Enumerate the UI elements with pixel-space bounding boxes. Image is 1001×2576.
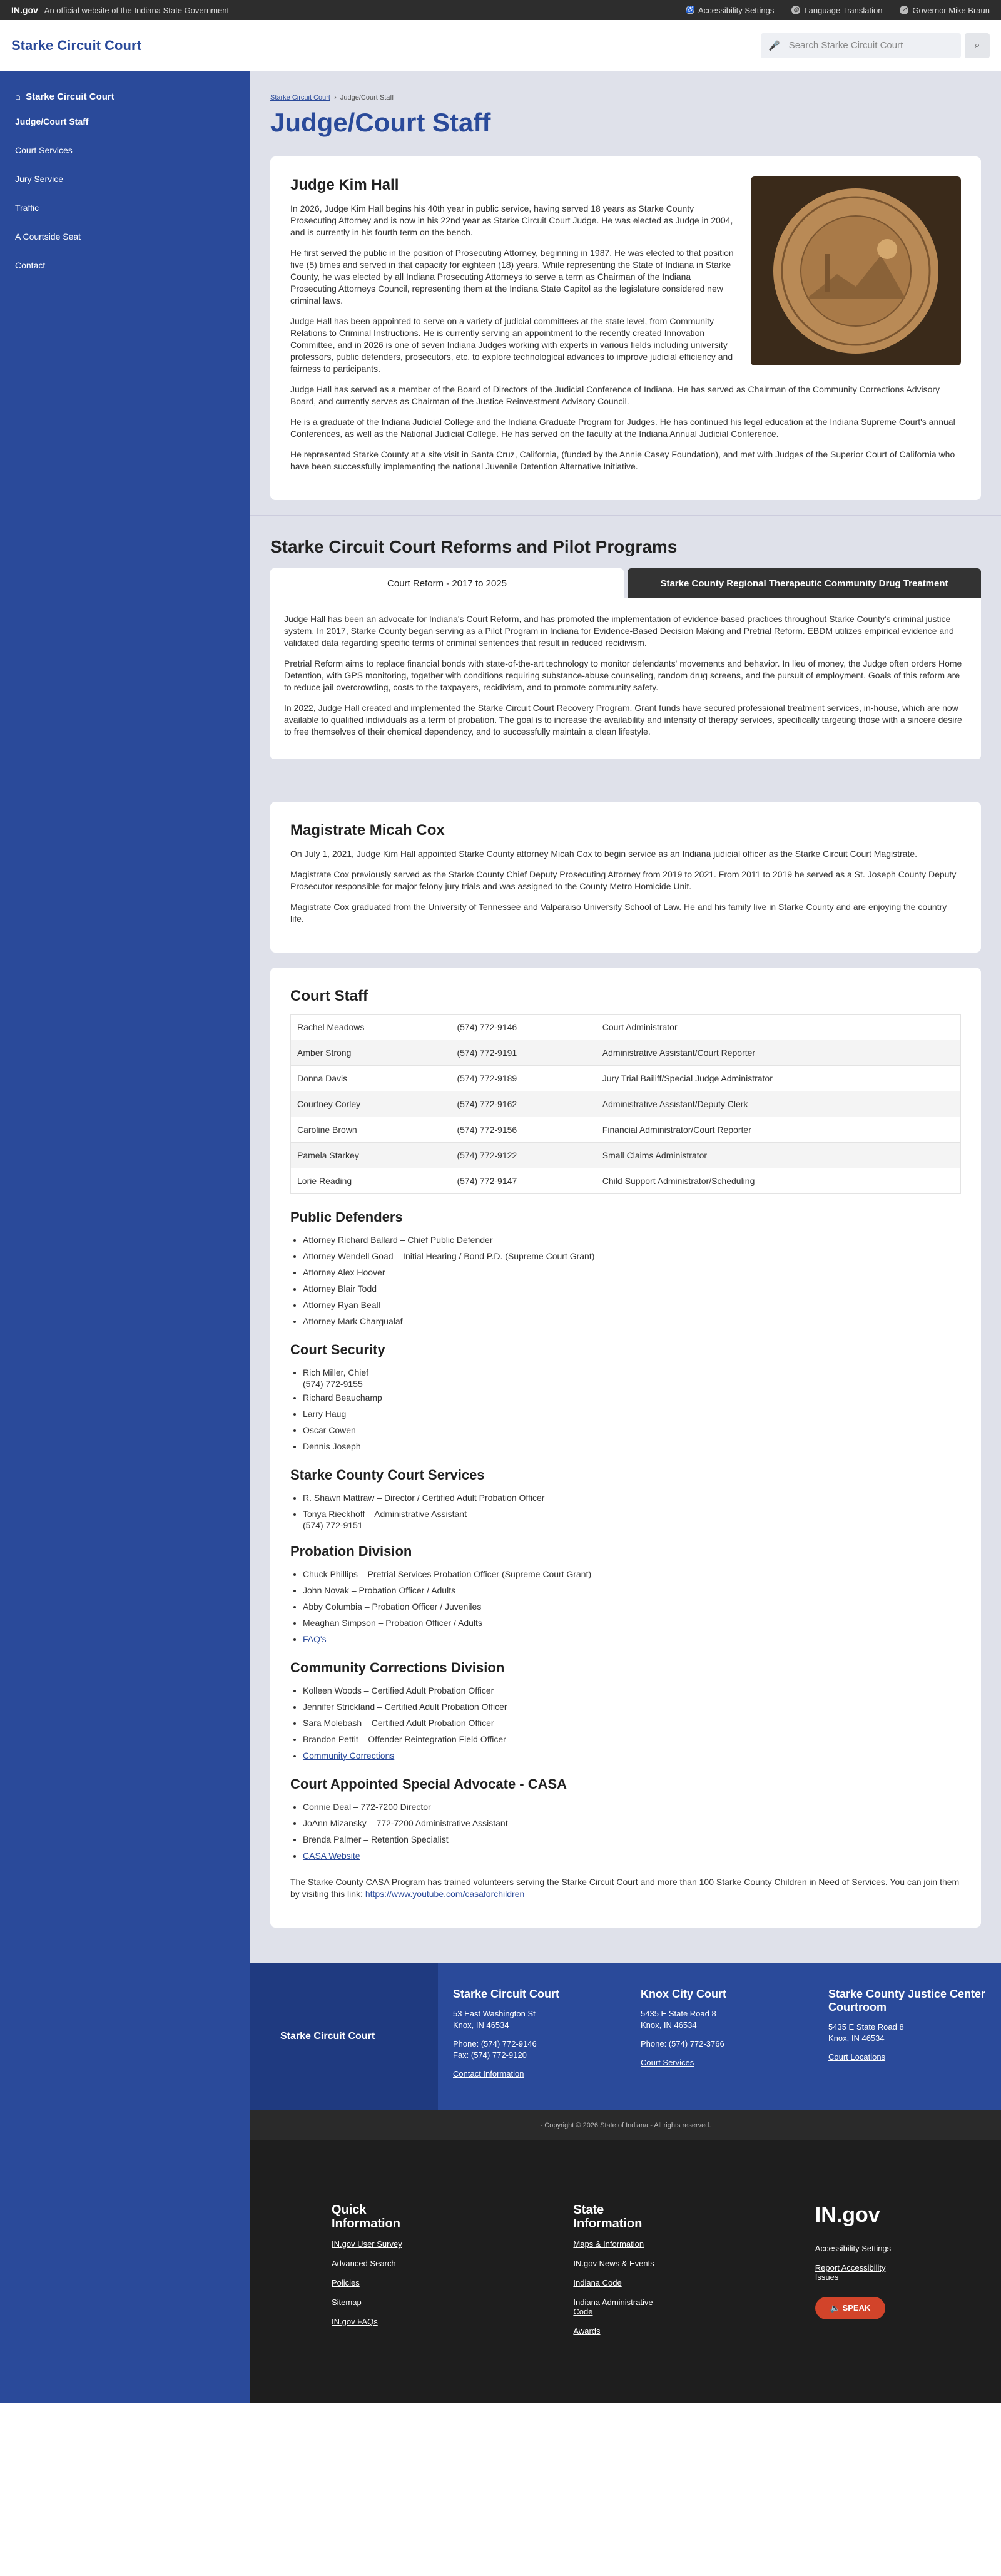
faqs-link[interactable]: FAQ's bbox=[303, 1634, 327, 1644]
speak-button[interactable]: 🔈 SPEAK bbox=[815, 2297, 886, 2319]
court-staff-heading: Court Staff bbox=[290, 988, 368, 1004]
footer-address: 5435 E State Road 8 Knox, IN 46534 bbox=[828, 2022, 904, 2043]
sidebar-item-courtside-seat[interactable]: A Courtside Seat bbox=[15, 232, 81, 242]
search-button[interactable] bbox=[965, 33, 990, 58]
staff-role: Court Administrator bbox=[596, 1015, 960, 1040]
list-item: • Attorney Blair Todd bbox=[303, 1280, 961, 1297]
magistrate-heading: Magistrate Micah Cox bbox=[290, 822, 445, 839]
footer-brand: Starke Circuit Court bbox=[250, 1963, 438, 2110]
footer-link[interactable]: Indiana Code bbox=[573, 2278, 622, 2287]
sidebar-item-traffic[interactable]: Traffic bbox=[15, 203, 39, 213]
footer-heading: State Information bbox=[573, 2203, 643, 2231]
court-services-link[interactable]: Court Services bbox=[641, 2058, 694, 2067]
public-defenders-heading: Public Defenders bbox=[290, 1209, 403, 1225]
reforms-tabs bbox=[270, 568, 981, 598]
judge-paragraph: He first served the public in the position of Prosecuting Attorney, beginning in 1987. He was elected to that position five (5) times and served in that capacity for eighteen (18) years. While representing the State of Indiana in Starke County, he was elected by all Indiana Prosecuting Attorneys to serve a term as Chairman of the Indiana Prosecuting Attorneys Council, representing them at the Indiana State Capitol as the legislature considered new criminal laws. bbox=[290, 248, 734, 305]
page-title: Judge/Court Staff bbox=[270, 108, 491, 137]
footer-col-title: Starke County Justice Center Courtroom bbox=[828, 1988, 986, 2013]
speaker-icon: 🔈 bbox=[830, 2303, 843, 2313]
casa-youtube-link[interactable]: https://www.youtube.com/casaforchildren bbox=[365, 1889, 525, 1899]
court-services-list bbox=[303, 1490, 961, 1531]
breadcrumb-home-link[interactable]: Starke Circuit Court bbox=[270, 94, 330, 101]
staff-name: Caroline Brown bbox=[291, 1117, 450, 1143]
reform-paragraph: Pretrial Reform aims to replace financial bonds with state-of-the-art technology to monitor defendants' movements and behavior. In lieu of money, the Judge often orders Home Detention, with GPS monitoring, together with conditions requiring substance-abuse counseling, random drug screens, and the pursuit of employment. Goals of this reform are to reduce jail overcrowding, costs to the taxpayers, recidivism, and to promote community safety. bbox=[284, 658, 962, 692]
judge-paragraph: He represented Starke County at a site visit in Santa Cruz, California, (funded by the Annie Casey Foundation), and met with Judges of the Superior Court of California who have been successfully implementing the national Juvenile Detention Alternative Initiative. bbox=[290, 449, 955, 471]
judge-paragraph: Judge Hall has served as a member of the Board of Directors of the Judicial Conference of Indiana. He has served as Chairman of the Community Corrections Advisory Board, and currently serves as Chairman of the Justice Reinvestment Advisory Council. bbox=[290, 384, 940, 406]
staff-role: Administrative Assistant/Deputy Clerk bbox=[596, 1091, 960, 1117]
report-accessibility-link[interactable]: Report Accessibility Issues bbox=[815, 2263, 886, 2282]
footer-link[interactable]: Indiana Administrative Code bbox=[573, 2297, 653, 2316]
magistrate-paragraph: On July 1, 2021, Judge Kim Hall appointed Starke County attorney Micah Cox to begin service as an Indiana judicial officer as the Starke Circuit Court Magistrate. bbox=[290, 849, 918, 859]
staff-phone: (574) 772-9146 bbox=[450, 1015, 596, 1040]
footer-link[interactable]: Policies bbox=[332, 2278, 360, 2287]
mic-icon[interactable]: 🎤 bbox=[768, 40, 780, 51]
staff-role: Child Support Administrator/Scheduling bbox=[596, 1168, 960, 1194]
list-item: • Attorney Richard Ballard – Chief Public Defender bbox=[303, 1232, 961, 1248]
magistrate-card bbox=[270, 802, 981, 953]
footer-link[interactable]: IN.gov News & Events bbox=[573, 2259, 654, 2268]
indiana-state-seal-image bbox=[751, 176, 961, 365]
sidebar-home[interactable]: ⌂ Starke Circuit Court bbox=[15, 91, 114, 102]
tab-drug-treatment[interactable]: Starke County Regional Therapeutic Community Drug Treatment bbox=[628, 568, 981, 598]
staff-phone: (574) 772-9189 bbox=[450, 1066, 596, 1091]
casa-note: The Starke County CASA Program has trained volunteers serving the Starke Circuit Court and more than 100 Starke County Children in Need of Services. You can join them by visiting this link: https://www.youtube.com/casaforchildren bbox=[290, 1877, 960, 1899]
list-item: • Attorney Wendell Goad – Initial Hearing / Bond P.D. (Supreme Court Grant) bbox=[303, 1248, 961, 1264]
list-item: • John Novak – Probation Officer / Adults bbox=[303, 1582, 961, 1598]
casa-heading: Court Appointed Special Advocate - CASA bbox=[290, 1776, 567, 1792]
staff-phone: (574) 772-9147 bbox=[450, 1168, 596, 1194]
governor-link[interactable]: ↗ Governor Mike Braun bbox=[900, 6, 990, 15]
globe-icon: ◍ bbox=[791, 6, 800, 14]
footer-link[interactable]: IN.gov User Survey bbox=[332, 2239, 402, 2249]
casa-website-link[interactable]: CASA Website bbox=[303, 1851, 360, 1861]
staff-phone: (574) 772-9162 bbox=[450, 1091, 596, 1117]
list-item: • Dennis Joseph bbox=[303, 1438, 961, 1454]
staff-phone: (574) 772-9156 bbox=[450, 1117, 596, 1143]
list-item: • Meaghan Simpson – Probation Officer / Adults bbox=[303, 1615, 961, 1631]
list-item: • Connie Deal – 772-7200 Director bbox=[303, 1799, 961, 1815]
footer-link[interactable]: Sitemap bbox=[332, 2297, 362, 2307]
accessibility-icon: ♿ bbox=[686, 6, 694, 13]
official-banner bbox=[0, 0, 1001, 20]
community-corrections-list bbox=[303, 1682, 961, 1764]
footer-phone: Phone: (574) 772-9146 Fax: (574) 772-9120 bbox=[453, 2039, 537, 2060]
judge-paragraph: In 2026, Judge Kim Hall begins his 40th year in public service, having served 18 years as Starke County Prosecuting Attorney and is now in his 22nd year as Starke Circuit Court Judge. He was elected as Judge in 2004, and is currently in his fourth term on the bench. bbox=[290, 203, 733, 237]
footer-col-title: Starke Circuit Court bbox=[453, 1988, 560, 2000]
home-icon: ⌂ bbox=[15, 91, 21, 102]
table-row bbox=[291, 1091, 961, 1117]
staff-role: Small Claims Administrator bbox=[596, 1143, 960, 1168]
list-item: • JoAnn Mizansky – 772-7200 Administrative Assistant bbox=[303, 1815, 961, 1831]
staff-phone: (574) 772-9122 bbox=[450, 1143, 596, 1168]
ingov-footer-block bbox=[815, 2203, 1001, 2403]
ingov-logo[interactable]: IN.gov bbox=[11, 5, 38, 15]
table-row bbox=[291, 1066, 961, 1091]
judge-card bbox=[270, 156, 981, 500]
list-item bbox=[303, 1747, 961, 1764]
seal-icon bbox=[762, 180, 950, 362]
public-defenders-list bbox=[303, 1232, 961, 1329]
footer-phone: Phone: (574) 772-3766 bbox=[641, 2039, 724, 2048]
search-icon: ⌕ bbox=[974, 39, 980, 51]
sidebar-item-contact[interactable]: Contact bbox=[15, 260, 46, 270]
staff-phone: (574) 772-9191 bbox=[450, 1040, 596, 1066]
list-item: • Rich Miller, Chief (574) 772-9155 bbox=[303, 1364, 961, 1389]
reforms-section bbox=[250, 515, 1001, 780]
staff-name: Amber Strong bbox=[291, 1040, 450, 1066]
staff-role: Administrative Assistant/Court Reporter bbox=[596, 1040, 960, 1066]
site-header bbox=[0, 20, 1001, 71]
list-item: • Kolleen Woods – Certified Adult Probation Officer bbox=[303, 1682, 961, 1699]
sidebar-item-judge-court-staff[interactable]: Judge/Court Staff bbox=[15, 116, 89, 126]
reforms-heading: Starke Circuit Court Reforms and Pilot Programs bbox=[270, 537, 678, 556]
staff-name: Rachel Meadows bbox=[291, 1015, 450, 1040]
table-row bbox=[291, 1168, 961, 1194]
tab-court-reform[interactable]: Court Reform - 2017 to 2025 bbox=[270, 568, 624, 598]
table-row bbox=[291, 1143, 961, 1168]
table-row bbox=[291, 1040, 961, 1066]
staff-role: Jury Trial Bailiff/Special Judge Administrator bbox=[596, 1066, 960, 1091]
state-footer bbox=[250, 2140, 1001, 2403]
accessibility-settings-link[interactable]: Accessibility Settings bbox=[815, 2244, 892, 2253]
footer-col-title: Knox City Court bbox=[641, 1988, 726, 2000]
sidebar bbox=[0, 71, 250, 2403]
list-item bbox=[303, 1848, 961, 1864]
footer-col-knox bbox=[626, 1963, 813, 2110]
court-security-list bbox=[303, 1364, 961, 1454]
reform-paragraph: In 2022, Judge Hall created and implemented the Starke Circuit Court Recovery Program. Grant funds have secured professional treatment services, in-house, which are now available to qualified individuals as a term of probation. The goal is to increase the availability and intensity of therapy services, specifically targeting those with a sincere desire to free themselves of their chemical dependency, and to successfully maintain a clean lifestyle. bbox=[284, 703, 962, 737]
magistrate-paragraph: Magistrate Cox previously served as the Starke County Chief Deputy Prosecuting Attorney from 2019 to 2021. From 2011 to 2019 he served as a St. Joseph County Deputy Prosecutor responsible for major felony jury trials and was assigned to the County Metro Homicide Unit. bbox=[290, 869, 957, 891]
casa-list bbox=[303, 1799, 961, 1864]
list-item: • Richard Beauchamp bbox=[303, 1389, 961, 1406]
list-item: • Attorney Mark Chargualaf bbox=[303, 1313, 961, 1329]
staff-name: Donna Davis bbox=[291, 1066, 450, 1091]
court-footer bbox=[250, 1963, 1001, 2110]
footer-col-justice-center bbox=[813, 1963, 1001, 2110]
list-item: • Jennifer Strickland – Certified Adult Probation Officer bbox=[303, 1699, 961, 1715]
state-information bbox=[573, 2203, 815, 2403]
list-item: • Sara Molebash – Certified Adult Probation Officer bbox=[303, 1715, 961, 1731]
copyright: · Copyright © 2026 State of Indiana - All rights reserved. bbox=[250, 2110, 1001, 2140]
judge-paragraph: He is a graduate of the Indiana Judicial College and the Indiana Graduate Program for Judges. He has continued his legal education at the Indiana Supreme Court's annual Conferences, as well as the National Judicial College. He has served on the faculty at the Indiana Annual Judicial Conference. bbox=[290, 417, 955, 439]
staff-card bbox=[270, 968, 981, 1928]
list-item: • R. Shawn Mattraw – Director / Certified Adult Probation Officer bbox=[303, 1490, 961, 1506]
quick-information bbox=[332, 2203, 573, 2403]
footer-address: 53 East Washington St Knox, IN 46534 bbox=[453, 2009, 536, 2030]
footer-heading: Quick Information bbox=[332, 2203, 400, 2231]
list-item: • Tonya Rieckhoff – Administrative Assistant (574) 772-9151 bbox=[303, 1506, 961, 1531]
list-item: • Larry Haug bbox=[303, 1406, 961, 1422]
staff-name: Lorie Reading bbox=[291, 1168, 450, 1194]
official-text: An official website of the Indiana State Government bbox=[44, 5, 230, 15]
breadcrumb-current: Judge/Court Staff bbox=[340, 94, 394, 101]
list-item: • Oscar Cowen bbox=[303, 1422, 961, 1438]
sidebar-item-jury-service[interactable]: Jury Service bbox=[15, 174, 64, 184]
court-security-heading: Court Security bbox=[290, 1342, 385, 1357]
footer-address: 5435 E State Road 8 Knox, IN 46534 bbox=[641, 2009, 716, 2030]
judge-heading: Judge Kim Hall bbox=[290, 176, 399, 193]
court-staff-table bbox=[290, 1014, 961, 1194]
list-item: • Abby Columbia – Probation Officer / Juveniles bbox=[303, 1598, 961, 1615]
staff-role: Financial Administrator/Court Reporter bbox=[596, 1117, 960, 1143]
site-title[interactable]: Starke Circuit Court bbox=[11, 37, 141, 53]
magistrate-paragraph: Magistrate Cox graduated from the University of Tennessee and Valparaiso University School of Law. He and his family live in Starke County and are enjoying the country life. bbox=[290, 902, 947, 924]
footer-link[interactable]: Awards bbox=[573, 2326, 601, 2336]
court-locations-link[interactable]: Court Locations bbox=[828, 2052, 886, 2062]
footer-col-starke bbox=[438, 1963, 626, 2110]
reform-paragraph: Judge Hall has been an advocate for Indiana's Court Reform, and has promoted the implementation of evidence-based practices throughout Starke County's criminal justice system. In 2017, Starke County began serving as a Pilot Program in Indiana for Evidence-Based Decision Making and Pretrial Reform. EBDM utilizes empirical evidence and validated data regarding specific terms of criminal sentences that result in reduced recidivism. bbox=[284, 614, 954, 648]
language-translation-link[interactable]: ◍ Language Translation bbox=[791, 6, 882, 15]
probation-heading: Probation Division bbox=[290, 1543, 412, 1559]
search-form bbox=[761, 33, 990, 58]
accessibility-settings-link[interactable]: ♿ Accessibility Settings bbox=[686, 5, 775, 15]
staff-name: Courtney Corley bbox=[291, 1091, 450, 1117]
footer-link[interactable]: Advanced Search bbox=[332, 2259, 396, 2268]
search-input[interactable]: 🎤 Search Starke Circuit Court bbox=[761, 33, 961, 58]
list-item bbox=[303, 1631, 961, 1647]
community-corrections-heading: Community Corrections Division bbox=[290, 1660, 505, 1675]
table-row bbox=[291, 1015, 961, 1040]
tab-panel-court-reform bbox=[270, 598, 981, 759]
list-item: • Brandon Pettit – Offender Reintegration Field Officer bbox=[303, 1731, 961, 1747]
main-content bbox=[250, 71, 1001, 2403]
sidebar-item-court-services[interactable]: Court Services bbox=[15, 145, 73, 155]
breadcrumb: Starke Circuit Court › Judge/Court Staff bbox=[270, 94, 394, 101]
list-item: • Chuck Phillips – Pretrial Services Probation Officer (Supreme Court Grant) bbox=[303, 1566, 961, 1582]
judge-paragraph: Judge Hall has been appointed to serve on a variety of judicial committees at the state level, from Community Relations to Criminal Instructions. He is currently serving an appointment to the recently created Innovation Committee, and in 2026 is one of seven Indiana Judges working with experts in various fields including university professors, public defenders, prosecutors, etc. to explore technological advances to improve judicial efficiency and fairness to participants. bbox=[290, 316, 733, 374]
list-item: • Attorney Alex Hoover bbox=[303, 1264, 961, 1280]
court-services-heading: Starke County Court Services bbox=[290, 1467, 485, 1483]
ingov-logo[interactable]: IN.gov bbox=[815, 2203, 880, 2227]
footer-link[interactable]: Maps & Information bbox=[573, 2239, 644, 2249]
list-item: • Brenda Palmer – Retention Specialist bbox=[303, 1831, 961, 1848]
list-item: • Attorney Ryan Beall bbox=[303, 1297, 961, 1313]
community-corrections-link[interactable]: Community Corrections bbox=[303, 1751, 395, 1761]
staff-name: Pamela Starkey bbox=[291, 1143, 450, 1168]
probation-list bbox=[303, 1566, 961, 1647]
external-link-icon: ↗ bbox=[900, 6, 908, 14]
footer-link[interactable]: IN.gov FAQs bbox=[332, 2317, 378, 2326]
table-row bbox=[291, 1117, 961, 1143]
contact-information-link[interactable]: Contact Information bbox=[453, 2069, 524, 2078]
